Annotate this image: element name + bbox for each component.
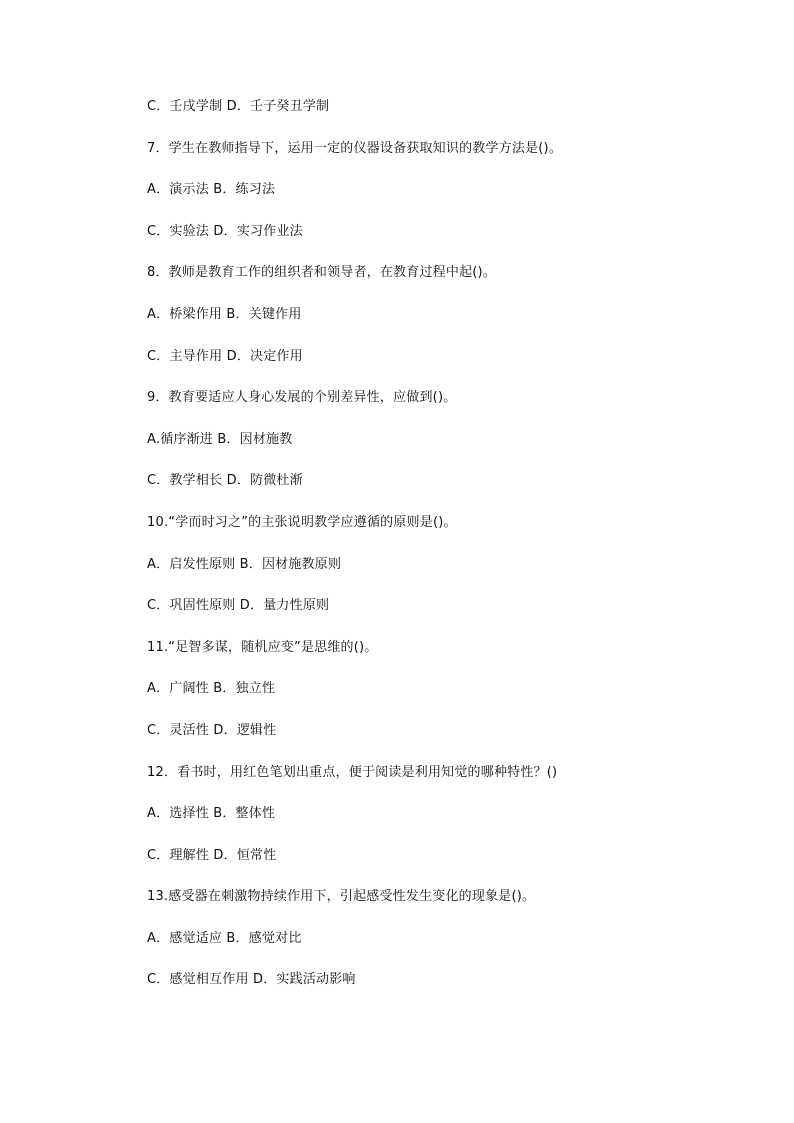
option-line-11ab: A．广阔性 B．独立性 <box>147 681 276 697</box>
option-line-7ab: A．演示法 B．练习法 <box>147 182 276 198</box>
question-7: 7．学生在教师指导下，运用一定的仪器设备获取知识的教学方法是()。 <box>147 140 563 156</box>
option-line-9cd: C．教学相长 D．防微杜渐 <box>147 473 303 489</box>
question-11: 11.“足智多谋，随机应变”是思维的()。 <box>147 639 378 655</box>
question-9: 9．教育要适应人身心发展的个别差异性，应做到()。 <box>147 390 457 406</box>
option-line-6cd: C．壬戌学制 D．壬子癸丑学制 <box>147 99 330 114</box>
option-line-13ab: A．感觉适应 B．感觉对比 <box>147 930 302 946</box>
option-line-8ab: A．桥梁作用 B．关键作用 <box>147 306 302 322</box>
option-line-12cd: C．理解性 D．恒常性 <box>147 847 277 863</box>
question-10: 10.“学而时习之”的主张说明教学应遵循的原则是()。 <box>147 514 457 530</box>
question-8: 8．教师是教育工作的组织者和领导者，在教育过程中起()。 <box>147 265 497 281</box>
question-13: 13.感受器在刺激物持续作用下，引起感受性发生变化的现象是()。 <box>147 889 536 905</box>
question-list <box>147 97 747 1012</box>
option-line-11cd: C．灵活性 D．逻辑性 <box>147 722 277 738</box>
option-line-12ab: A．选择性 B．整体性 <box>147 806 276 822</box>
option-line-10cd: C．巩固性原则 D．量力性原则 <box>147 598 330 614</box>
option-line-7cd: C．实验法 D．实习作业法 <box>147 223 303 239</box>
question-12: 12．看书时，用红色笔划出重点，便于阅读是利用知觉的哪种特性？() <box>147 764 558 780</box>
option-line-8cd: C．主导作用 D．决定作用 <box>147 348 303 364</box>
option-line-10ab: A．启发性原则 B．因材施教原则 <box>147 556 342 572</box>
option-line-13cd: C．感觉相互作用 D．实践活动影响 <box>147 972 356 988</box>
option-line-9ab: A.循序渐进 B．因材施教 <box>147 431 293 447</box>
